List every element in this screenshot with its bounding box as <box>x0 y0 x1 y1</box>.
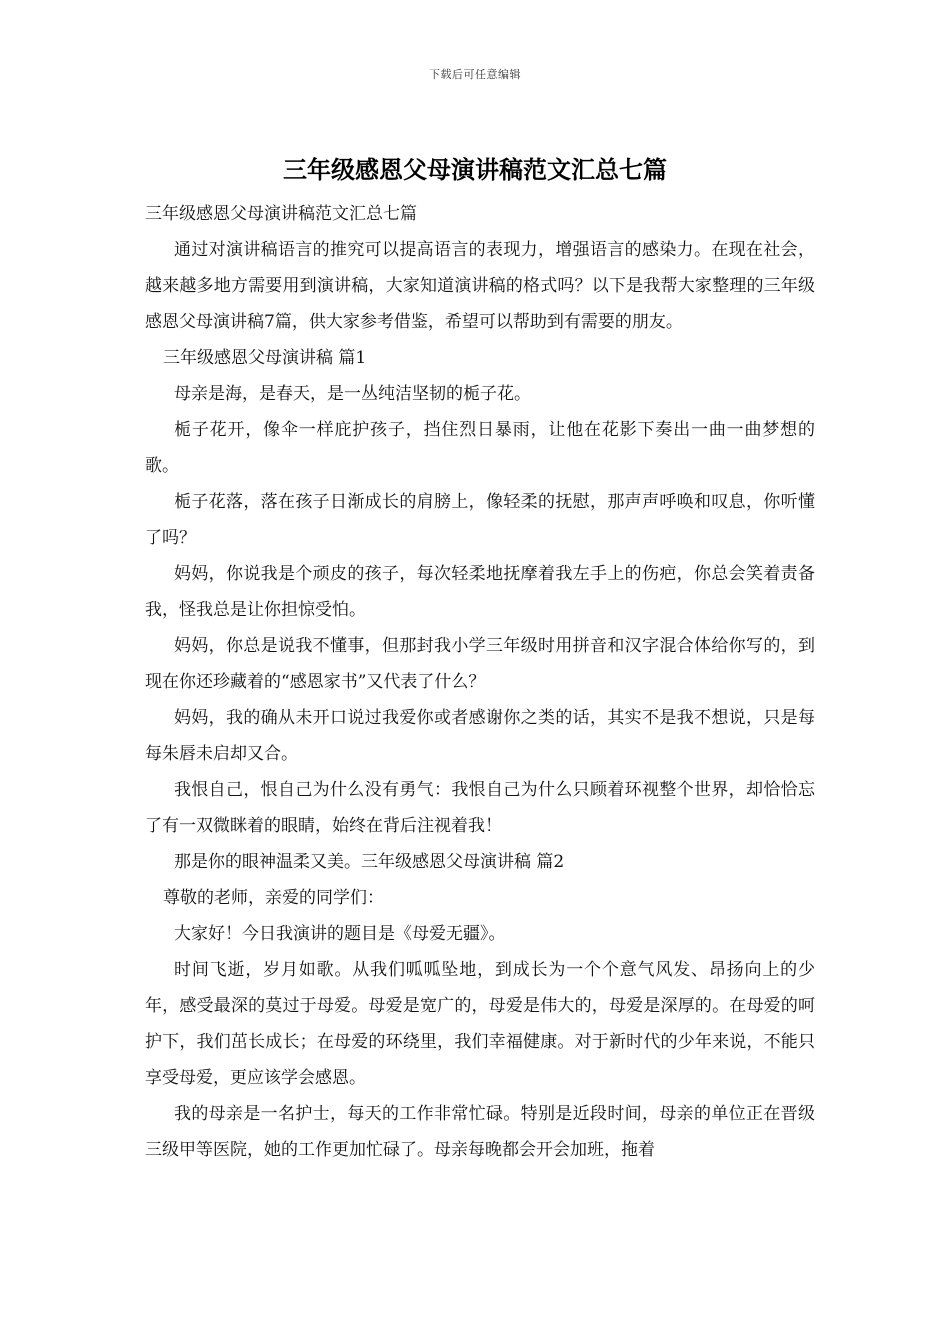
body-paragraph: 妈妈，我的确从未开口说过我爱你或者感谢你之类的话，其实不是我不想说，只是每每朱唇未启却又合。 <box>145 708 815 764</box>
subtitle-paragraph: 三年级感恩父母演讲稿范文汇总七篇 <box>145 204 417 224</box>
body-paragraph: 栀子花落，落在孩子日渐成长的肩膀上，像轻柔的抚慰，那声声呼唤和叹息，你听懂了吗？ <box>145 492 815 548</box>
section-heading-1: 三年级感恩父母演讲稿 篇1 <box>163 348 367 368</box>
body-paragraph: 大家好！今日我演讲的题目是《母爱无疆》。 <box>174 924 506 944</box>
body-paragraph: 我的母亲是一名护士，每天的工作非常忙碌。特别是近段时间，母亲的单位正在晋级三级甲等医院，她的工作更加忙碌了。母亲每晚都会开会加班，拖着 <box>145 1104 815 1160</box>
body-paragraph: 母亲是海，是春天，是一丛纯洁坚韧的栀子花。 <box>174 384 531 404</box>
document-body <box>145 196 815 1168</box>
header-note: 下载后可任意编辑 <box>429 68 521 81</box>
section-heading-2-paragraph: 那是你的眼神温柔又美。三年级感恩父母演讲稿 篇2 <box>174 852 565 872</box>
intro-paragraph: 通过对演讲稿语言的推究可以提高语言的表现力，增强语言的感染力。在现在社会，越来越多地方需要用到演讲稿，大家知道演讲稿的格式吗？以下是我帮大家整理的三年级感恩父母演讲稿7篇，供大家参考借鉴，希望可以帮助到有需要的朋友。 <box>145 240 815 332</box>
body-paragraph: 栀子花开，像伞一样庇护孩子，挡住烈日暴雨，让他在花影下奏出一曲一曲梦想的歌。 <box>145 420 815 476</box>
body-paragraph: 时间飞逝，岁月如歌。从我们呱呱坠地，到成长为一个个意气风发、昂扬向上的少年，感受最深的莫过于母爱。母爱是宽广的，母爱是伟大的，母爱是深厚的。在母爱的呵护下，我们茁长成长；在母爱的环绕里，我们幸福健康。对于新时代的少年来说，不能只享受母爱，更应该学会感恩。 <box>145 960 815 1088</box>
body-paragraph: 妈妈，你总是说我不懂事，但那封我小学三年级时用拼音和汉字混合体给你写的，到现在你还珍藏着的“感恩家书”又代表了什么？ <box>145 636 815 692</box>
greeting-paragraph: 尊敬的老师，亲爱的同学们： <box>163 888 384 908</box>
body-paragraph: 妈妈，你说我是个顽皮的孩子，每次轻柔地抚摩着我左手上的伤疤，你总会笑着责备我，怪我总是让你担惊受怕。 <box>145 564 815 620</box>
document-title: 三年级感恩父母演讲稿范文汇总七篇 <box>283 155 667 184</box>
body-paragraph: 我恨自己，恨自己为什么没有勇气：我恨自己为什么只顾着环视整个世界，却恰恰忘了有一双微眯着的眼睛，始终在背后注视着我！ <box>145 780 815 836</box>
